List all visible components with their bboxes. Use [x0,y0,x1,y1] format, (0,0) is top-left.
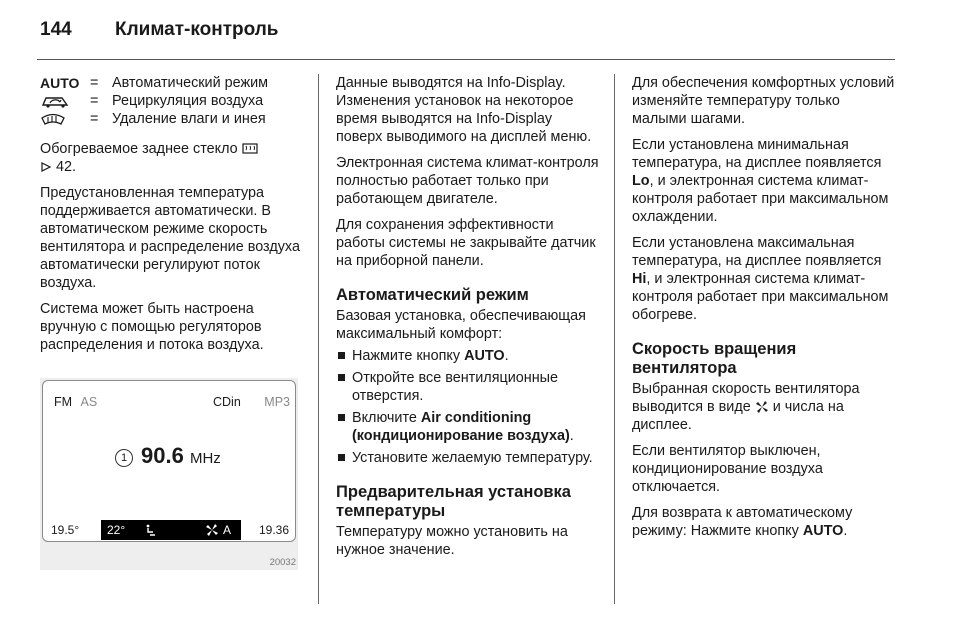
set-temperature: 22° [107,523,126,537]
heading-auto-mode: Автоматический режим [336,286,529,304]
list-item: Установите желаемую температуру. [336,449,600,467]
paragraph-manual: Система может быть настроена вручную с помощью регуляторов распределения и потока воздуха. [40,301,264,353]
defrost-icon [40,112,66,126]
legend-row-recirculation: = Рециркуляция воздуха [40,92,302,110]
paragraph-engine: Электронная система климат-контроля полностью работает только при работающем двигателе. [336,155,599,207]
figure-id: 20032 [269,557,296,568]
column-3 [632,74,896,548]
band-label: FM AS [54,395,98,409]
outside-temperature: 19.5° [51,523,80,537]
paragraph-lo: Если установлена минимальная температура, на дисплее появляется Lo, и электронная система климат-контроля работает при максимальном охлаждении. [632,137,889,225]
legend-row-defrost: = Удаление влаги и инея [40,110,302,128]
climate-settings-bar [101,520,241,540]
page-number: 144 [40,19,72,40]
paragraph-auto-temp: Предустановленная температура поддерживается автоматически. В автоматическом режиме скорость вентилятора и распределение воздуха автоматически регулируют поток воздуха. [40,185,300,291]
legend-row-auto: AUTO = Автоматический режим [40,75,269,91]
header-rule [37,59,895,60]
list-item: Включите Air conditioning (кондиционирование воздуха). [336,409,600,445]
airflow-direction-icon [143,523,157,537]
paragraph-comfort: Для обеспечения комфортных условий изменяйте температуру только малыми шагами. [632,75,895,127]
paragraph-info-display: Данные выводятся на Info-Display. Изменения установок на некоторое время выводятся на Info-Display поверх выводимого на дисплей меню. [336,75,592,145]
paragraph-set-temp: Температуру можно установить на нужное значение. [336,524,568,558]
page-header [0,0,954,60]
page-title: Климат-контроль [115,19,279,40]
auto-mode-indicator: A [223,523,232,537]
fan-icon [205,523,219,537]
auto-mode-steps [336,347,600,467]
info-display-figure [40,378,298,570]
source-label: CDin MP3 [213,395,290,409]
clock: 19.36 [259,523,290,537]
auto-text-icon: AUTO [40,75,80,91]
paragraph-return-auto: Для возврата к автоматическому режиму: Нажмите кнопку AUTO. [632,505,853,539]
fan-icon [755,400,769,414]
paragraph-sensor: Для сохранения эффективности работы системы не закрывайте датчик на приборной панели. [336,217,596,269]
info-display-screen [42,380,296,542]
list-item: Откройте все вентиляционные отверстия. [336,369,600,405]
column-1 [40,74,302,362]
rear-window-paragraph: Обогреваемое заднее стекло 42. [40,140,302,176]
column-divider-2 [614,74,615,604]
paragraph-fan-off: Если вентилятор выключен, кондиционирование воздуха отключается. [632,443,823,495]
climate-status-bar [43,520,295,540]
frequency-readout: 90.6 MHz [141,443,221,468]
paragraph-hi: Если установлена максимальная температура, на дисплее появляется Hi, и электронная система климат-контроля работает при максимальном обогреве. [632,235,889,323]
column-2 [336,74,600,567]
paragraph-fan-display: Выбранная скорость вентилятора выводится в виде и числа на дисплее. [632,381,860,433]
recirculation-icon [40,94,72,108]
paragraph-base-setting: Базовая установка, обеспечивающая максимальный комфорт: [336,308,586,342]
preset-number: 1 [115,449,133,467]
heading-preset-temperature: Предварительная установка температуры [336,483,571,520]
heading-fan-speed: Скорость вращения вентилятора [632,340,797,377]
list-item: Нажмите кнопку AUTO. [336,347,600,365]
column-divider-1 [318,74,319,604]
page-reference-arrow-icon [40,161,52,173]
page-reference[interactable]: 42. [56,159,77,175]
rear-window-heat-icon [242,143,258,155]
